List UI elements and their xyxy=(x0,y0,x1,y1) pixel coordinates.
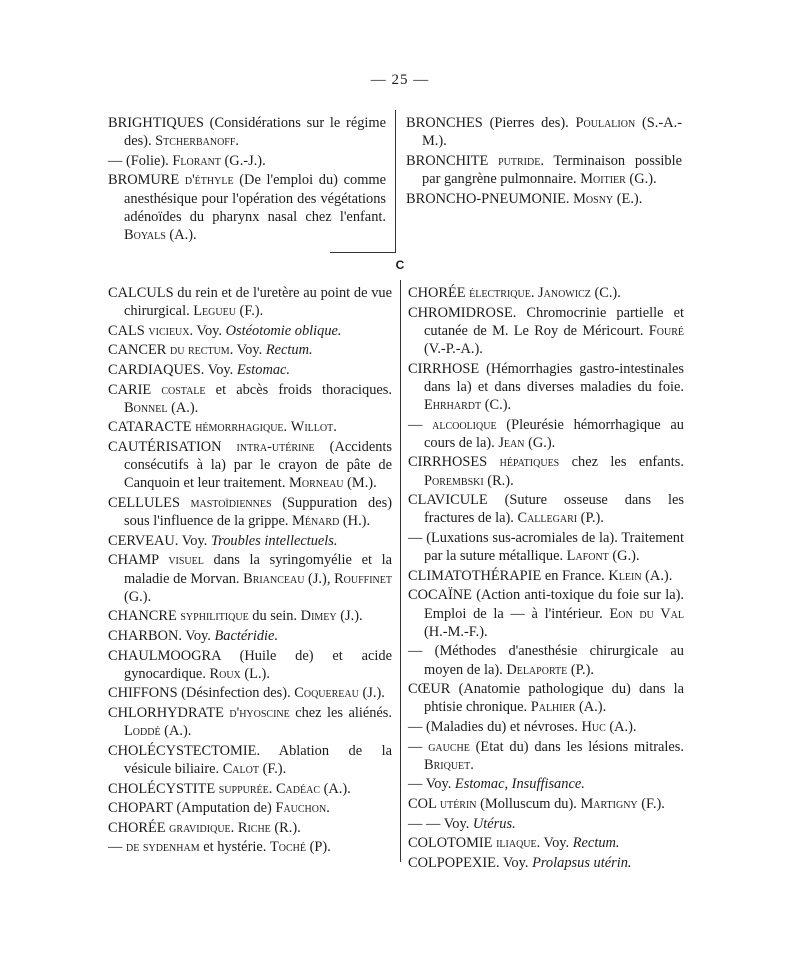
author-or-qualifier: électrique xyxy=(469,285,531,301)
entry-text: CHROMIDROSE. Chromocrinie partielle et cutanée de M. Le Roy de Méricourt. xyxy=(408,304,684,339)
entry-text: (S.-A.-M.). xyxy=(422,115,682,150)
index-entry xyxy=(108,494,392,530)
entry-text: . Voy. xyxy=(536,835,573,852)
entry-text: COL xyxy=(408,795,440,812)
author-or-qualifier: Lafont xyxy=(566,548,609,565)
entry-text: CAUTÉRISATION xyxy=(108,438,237,455)
index-column-top-left xyxy=(108,114,386,246)
index-entry xyxy=(408,718,684,736)
entry-text: CARIE xyxy=(108,381,162,398)
index-entry xyxy=(408,815,684,833)
entry-text: du sein. xyxy=(248,608,301,625)
cross-reference: Bactéridie. xyxy=(214,627,279,644)
index-entry xyxy=(108,799,392,817)
cross-reference: Utérus. xyxy=(472,815,516,832)
author-or-qualifier: Callegari xyxy=(517,510,578,527)
entry-text: (R.). xyxy=(270,819,301,836)
entry-text: (E.). xyxy=(613,190,643,207)
entry-text: CHORÉE xyxy=(408,285,470,301)
entry-text: (M.). xyxy=(343,475,377,492)
author-or-qualifier: utérin xyxy=(439,795,477,812)
author-or-qualifier: gravidique xyxy=(169,819,231,836)
entry-text: — (Maladies du) et névroses. xyxy=(408,718,582,735)
entry-text: (Suppuration des) sous l'influence de la grippe. xyxy=(124,494,392,530)
author-or-qualifier: Dimey xyxy=(300,608,337,625)
author-or-qualifier: visuel xyxy=(168,552,204,569)
index-entry xyxy=(108,532,392,550)
entry-text: (F.). xyxy=(258,760,287,777)
entry-text: dans la syringomyélie et la maladie de Morvan. xyxy=(124,552,393,587)
entry-text: CŒUR (Anatomie pathologique du) dans la phtisie chronique. xyxy=(408,681,684,716)
author-or-qualifier: Bonnel xyxy=(124,399,168,416)
entry-text: COCAÏNE (Action anti-toxique du foie sur la). Emploi de la — à l'intérieur. xyxy=(408,587,684,622)
entry-text: — (Luxations sus-acromiales de la). Traitement par la suture métallique. xyxy=(408,529,684,565)
index-entry xyxy=(108,607,392,625)
entry-text: (De l'emploi du) comme anesthésique pour l'opération des végétations adénoïdes du pharynx nasal chez l'enfant. xyxy=(124,172,386,225)
entry-text: . xyxy=(268,780,276,797)
author-or-qualifier: Ehrhardt xyxy=(424,397,482,413)
entry-text: . Voy. xyxy=(189,322,226,339)
author-or-qualifier: d'hyoscine xyxy=(229,704,290,721)
entry-text: CANCER xyxy=(108,342,170,359)
index-entry xyxy=(408,284,684,302)
entry-text: (A.). xyxy=(160,723,192,740)
entry-text: (G.-J.). xyxy=(220,152,266,169)
entry-text: CHIFFONS (Désinfection des). xyxy=(108,685,295,702)
author-or-qualifier: Mosny xyxy=(573,190,614,207)
entry-text: (A.). xyxy=(641,567,673,584)
index-entry xyxy=(108,819,392,837)
entry-text: — xyxy=(408,416,433,433)
entry-text: — Voy. xyxy=(408,776,455,793)
author-or-qualifier: Boyals xyxy=(124,227,166,243)
entry-text: COLOTOMIE xyxy=(408,835,497,852)
entry-text: . Terminaison possible par gangrène pulmonnaire. xyxy=(422,152,682,187)
entry-text: — — Voy. xyxy=(408,815,473,832)
entry-text: (A.). xyxy=(320,780,351,797)
author-or-qualifier: Legueu xyxy=(193,303,236,320)
cross-reference: Estomac, Insuffisance. xyxy=(454,776,585,793)
entry-text: — (Folie). xyxy=(108,152,173,169)
entry-text: (J.). xyxy=(358,685,385,702)
author-or-qualifier: Eon du Val xyxy=(609,605,684,622)
entry-text: CERVEAU. Voy. xyxy=(108,532,211,549)
entry-text: chez les aliénés. xyxy=(289,704,392,721)
author-or-qualifier: intra-utérine xyxy=(236,438,315,455)
entry-text: . Voy. xyxy=(229,342,266,359)
author-or-qualifier: Florant xyxy=(172,152,221,169)
author-or-qualifier: Willot. xyxy=(290,419,337,436)
cross-reference: Ostéotomie oblique. xyxy=(225,322,342,339)
entry-text: . xyxy=(230,819,238,836)
author-or-qualifier: du rectum xyxy=(169,342,230,359)
entry-text: (R.). xyxy=(483,472,514,489)
entry-text: — xyxy=(108,839,126,856)
entry-text: BROMURE xyxy=(108,172,185,189)
index-entry xyxy=(408,642,684,678)
index-entry xyxy=(406,114,682,150)
entry-text: (C.). xyxy=(590,285,621,301)
author-or-qualifier: iliaque xyxy=(496,835,537,852)
author-or-qualifier: Huc xyxy=(581,718,606,735)
author-or-qualifier: costale xyxy=(161,381,206,398)
entry-text: CHOPART (Amputation de) xyxy=(108,800,276,817)
cross-reference: Rectum. xyxy=(265,342,313,359)
index-entry xyxy=(408,360,684,415)
author-or-qualifier: Cadéac xyxy=(275,780,320,797)
author-or-qualifier: d'éthyle xyxy=(184,172,234,189)
index-entry xyxy=(108,838,392,856)
entry-text: CIRRHOSES xyxy=(408,454,500,471)
author-or-qualifier: Porembski xyxy=(424,472,484,489)
index-entry xyxy=(408,416,684,452)
index-entry xyxy=(108,627,392,645)
entry-text: CATARACTE xyxy=(108,419,196,436)
author-or-qualifier: syphilitique xyxy=(180,608,249,625)
entry-text: (P.). xyxy=(567,661,595,678)
entry-text: CALS xyxy=(108,322,149,339)
index-entry xyxy=(408,304,684,359)
index-entry xyxy=(408,680,684,716)
author-or-qualifier: Coquereau xyxy=(294,685,359,702)
author-or-qualifier: vicieux xyxy=(148,322,190,339)
author-or-qualifier: gauche xyxy=(428,738,470,755)
entry-text: CHLORHYDRATE xyxy=(108,704,230,721)
author-or-qualifier: Jean xyxy=(498,434,525,451)
index-entry xyxy=(108,647,392,683)
index-entry xyxy=(408,491,684,527)
author-or-qualifier: Janowicz xyxy=(538,285,591,301)
entry-text: (A.). xyxy=(605,718,637,735)
entry-text: (J.). xyxy=(336,608,363,625)
entry-text: (V.-P.-A.). xyxy=(424,341,483,357)
entry-text: (P). xyxy=(305,839,331,856)
author-or-qualifier: hépatiques xyxy=(499,454,560,471)
entry-text: — (Méthodes d'anesthésie chirurgicale au moyen de la). xyxy=(408,643,684,678)
entry-text: (A.). xyxy=(575,699,607,716)
entry-text: CHORÉE xyxy=(108,819,170,836)
index-entry xyxy=(108,418,392,436)
author-or-qualifier: Brianceau xyxy=(243,570,305,587)
entry-text: (P.). xyxy=(577,510,604,527)
index-entry xyxy=(408,453,684,489)
author-or-qualifier: Rouffinet xyxy=(334,570,392,587)
entry-text: CHANCRE xyxy=(108,608,181,625)
author-or-qualifier: suppurée xyxy=(218,780,269,797)
entry-text: CALCULS du rein et de l'uretère au point de vue chirurgical. xyxy=(108,285,392,320)
author-or-qualifier: Delaporte xyxy=(506,661,568,678)
entry-text: (G.). xyxy=(524,434,556,451)
entry-text: chez les enfants. xyxy=(559,454,684,471)
entry-text: CHOLÉCYSTECTOMIE. Ablation de la vésicule biliaire. xyxy=(108,742,392,777)
index-entry xyxy=(108,152,386,170)
index-entry xyxy=(108,438,392,493)
entry-text: CIRRHOSE (Hémorrhagies gastro-intestinales dans la) et dans diverses maladies du foie. xyxy=(408,360,684,395)
index-column-bottom-left xyxy=(108,284,392,858)
entry-text: BRIGHTIQUES (Considérations sur le régime des). xyxy=(108,115,386,150)
entry-text: BRONCHITE xyxy=(406,152,499,169)
entry-text: . xyxy=(530,285,539,301)
author-or-qualifier: Calot xyxy=(222,760,259,777)
entry-text: CELLULES xyxy=(108,494,191,511)
index-entry xyxy=(408,738,684,774)
author-or-qualifier: Poulalion xyxy=(575,115,636,131)
index-entry xyxy=(406,190,682,208)
entry-text: (Molluscum du). xyxy=(476,795,581,812)
index-column-bottom-right xyxy=(408,284,684,873)
entry-text: et abcès froids thoraciques. xyxy=(205,381,392,398)
entry-text: CHAMP xyxy=(108,552,169,569)
entry-text: (Accidents consécutifs à la) par le crayon de pâte de Canquoin et leur traitement. xyxy=(124,438,392,492)
author-or-qualifier: alcoolique xyxy=(432,416,497,433)
entry-text: (F.). xyxy=(235,303,264,320)
author-or-qualifier: Stcherbanoff. xyxy=(155,133,240,150)
entry-text: (Etat du) dans les lésions mitrales. xyxy=(469,738,684,755)
entry-text: (G.). xyxy=(625,171,657,187)
entry-text: (C.). xyxy=(481,397,512,413)
entry-text: . xyxy=(283,419,291,436)
author-or-qualifier: Roux xyxy=(209,665,241,682)
index-entry xyxy=(408,567,684,585)
entry-text: BRONCHES (Pierres des). xyxy=(406,115,576,131)
index-entry xyxy=(108,361,392,379)
author-or-qualifier: Loddé xyxy=(124,723,161,740)
section-letter: C xyxy=(395,258,405,272)
author-or-qualifier: hémorrhagique xyxy=(195,419,284,436)
author-or-qualifier: Briquet. xyxy=(424,756,474,773)
entry-text: (G.). xyxy=(124,588,152,605)
index-entry xyxy=(108,684,392,702)
index-entry xyxy=(108,551,392,606)
entry-text: COLPOPEXIE. Voy. xyxy=(408,854,533,871)
index-entry xyxy=(408,854,684,872)
entry-text: CARDIAQUES. Voy. xyxy=(108,361,237,378)
index-entry xyxy=(108,284,392,320)
page-number: — 25 — xyxy=(370,72,430,88)
index-entry xyxy=(108,171,386,244)
entry-text: (J.), xyxy=(304,570,335,587)
column-divider-bottom xyxy=(400,280,401,862)
index-entry xyxy=(408,795,684,813)
cross-reference: Rectum. xyxy=(572,835,620,852)
author-or-qualifier: Toché xyxy=(269,839,306,856)
index-entry xyxy=(108,780,392,798)
index-entry xyxy=(108,322,392,340)
index-entry xyxy=(108,341,392,359)
entry-text: CHOLÉCYSTITE xyxy=(108,780,219,797)
entry-text: (A.). xyxy=(167,399,199,416)
index-entry xyxy=(108,704,392,740)
author-or-qualifier: mastoïdiennes xyxy=(190,494,272,511)
index-entry xyxy=(408,586,684,641)
cross-reference: Prolapsus utérin. xyxy=(532,854,632,871)
entry-text: (L.). xyxy=(240,665,270,682)
entry-text: (A.). xyxy=(165,227,197,243)
index-entry xyxy=(406,152,682,188)
index-entry xyxy=(108,381,392,417)
author-or-qualifier: Ménard xyxy=(292,513,340,530)
index-entry xyxy=(108,742,392,778)
author-or-qualifier: Morneau xyxy=(289,475,344,492)
author-or-qualifier: Fouré xyxy=(648,322,684,339)
entry-text: (F.). xyxy=(637,795,665,812)
entry-text: (H.). xyxy=(339,513,371,530)
entry-text: CLIMATOTHÉRAPIE en France. xyxy=(408,567,609,584)
entry-text: CHARBON. Voy. xyxy=(108,627,215,644)
cross-reference: Troubles intellectuels. xyxy=(210,532,338,549)
index-entry xyxy=(408,775,684,793)
entry-text: (Pleurésie hémorrhagique au cours de la). xyxy=(424,416,684,451)
index-entry xyxy=(108,114,386,150)
entry-text: CLAVICULE (Suture osseuse dans les fractures de la). xyxy=(408,492,684,527)
index-entry xyxy=(408,834,684,852)
column-divider-top xyxy=(395,110,396,252)
index-column-top-right xyxy=(406,114,682,209)
author-or-qualifier: Moitier xyxy=(580,171,626,187)
entry-text: et hystérie. xyxy=(199,839,270,856)
author-or-qualifier: Klein xyxy=(608,567,642,584)
cross-reference: Estomac. xyxy=(236,361,291,378)
author-or-qualifier: Palhier xyxy=(530,699,576,716)
index-entry xyxy=(408,529,684,565)
entry-text: (G.). xyxy=(608,548,640,565)
author-or-qualifier: de sydenham xyxy=(126,839,200,856)
entry-text: CHAULMOOGRA (Huile de) et acide gynocardique. xyxy=(108,647,392,682)
author-or-qualifier: Riche xyxy=(237,819,271,836)
author-or-qualifier: Fauchon. xyxy=(275,800,330,817)
author-or-qualifier: putride xyxy=(498,152,541,169)
entry-text: BRONCHO-PNEUMONIE. xyxy=(406,190,574,207)
entry-text: — xyxy=(408,738,429,755)
entry-text: (H.-M.-F.). xyxy=(424,623,488,640)
author-or-qualifier: Martigny xyxy=(580,795,638,812)
section-rule xyxy=(330,252,396,253)
